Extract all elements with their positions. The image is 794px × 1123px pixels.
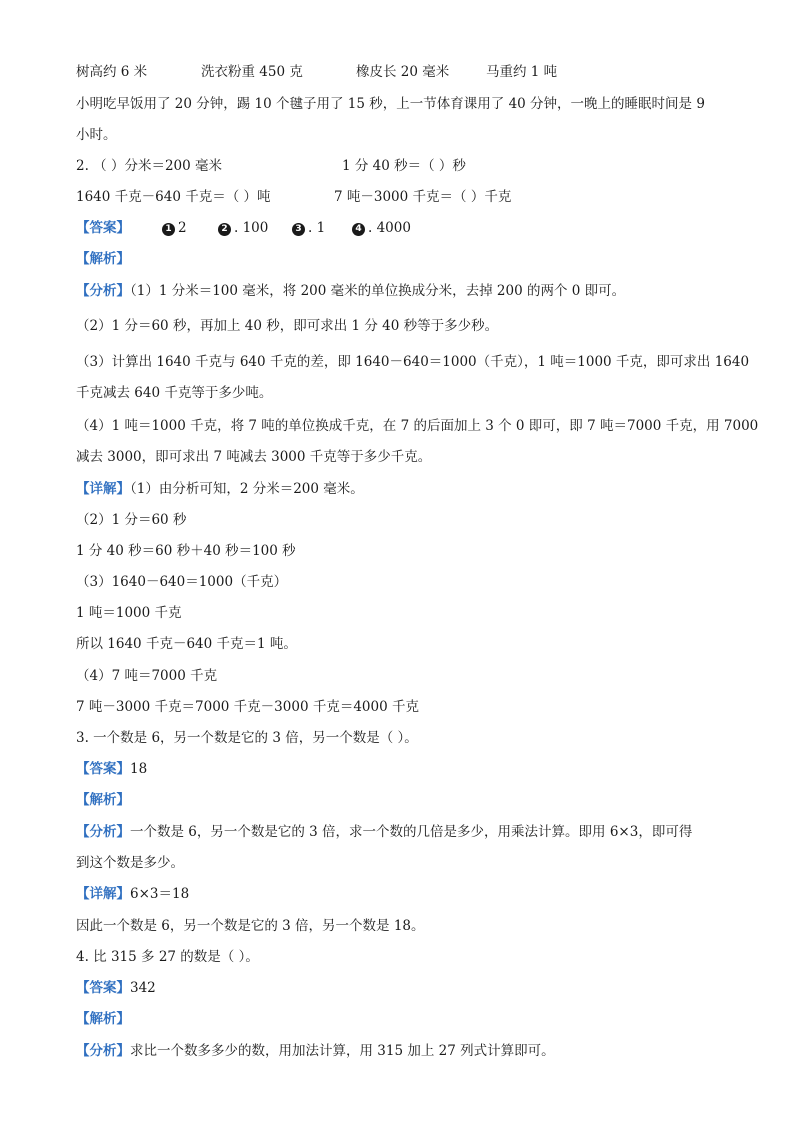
jiexi-tag: 【解析】	[76, 1011, 130, 1027]
analysis-line: （3）计算出 1640 千克与 640 千克的差，即 1640－640＝1000（千克），1 吨＝1000 千克，即可求出 1640	[76, 354, 750, 370]
analysis-line: （2）1 分＝60 秒，再加上 40 秒，即可求出 1 分 40 秒等于多少秒。	[76, 318, 499, 334]
analysis-line: 【分析】（1）1 分米＝100 毫米，将 200 毫米的单位换成分米，去掉 200 的两个 0 即可。	[76, 283, 626, 299]
xiangjie-tag: 【详解】	[76, 886, 130, 902]
jiexi-tag: 【解析】	[76, 251, 130, 267]
jiexi-tag: 【解析】	[76, 792, 130, 808]
xiangjie-tag: 【详解】	[76, 481, 130, 497]
analysis-line: 【分析】求比一个数多多少的数，用加法计算，用 315 加上 27 列式计算即可。	[76, 1043, 555, 1059]
circled-number-icon: 4	[352, 223, 365, 236]
answer-item: 3 . 1	[292, 218, 325, 238]
analysis-line: 减去 3000，即可求出 7 吨减去 3000 千克等于多少千克。	[76, 449, 432, 465]
unit-item: 橡皮长 20 毫米	[356, 64, 450, 80]
units-line	[0, 62, 794, 82]
circled-number-icon: 1	[162, 223, 175, 236]
answer-tag: 【答案】	[76, 980, 130, 996]
question-part: 1640 千克－640 千克＝（ ）吨	[76, 189, 271, 205]
question-part: 1 分 40 秒＝（ ）秒	[342, 158, 466, 174]
detail-line: 所以 1640 千克－640 千克＝1 吨。	[76, 636, 297, 652]
question-2-line-1	[0, 156, 794, 176]
fenxi-tag: 【分析】	[76, 283, 130, 299]
analysis-line: （4）1 吨＝1000 千克，将 7 吨的单位换成千克，在 7 的后面加上 3 个 0 即可，即 7 吨＝7000 千克，用 7000	[76, 418, 759, 434]
analysis-line: 千克减去 640 千克等于多少吨。	[76, 385, 273, 401]
detail-line: 1 分 40 秒＝60 秒＋40 秒＝100 秒	[76, 543, 296, 559]
question-2-line-2	[0, 187, 794, 207]
analysis-line: 到这个数是多少。	[76, 855, 184, 871]
unit-item: 树高约 6 米	[76, 64, 148, 80]
detail-line: 因此一个数是 6，另一个数是它的 3 倍，另一个数是 18。	[76, 918, 425, 934]
paragraph-line: 小时。	[76, 127, 117, 143]
question-part: 2. （ ）分米＝200 毫米	[76, 158, 223, 174]
answer-line: 【答案】18	[76, 761, 148, 777]
answer-tag: 【答案】	[76, 220, 130, 236]
analysis-line: 【分析】一个数是 6，另一个数是它的 3 倍，求一个数的几倍是多少，用乘法计算。即用 6×3，即可得	[76, 824, 693, 840]
detail-line: 【详解】6×3＝18	[76, 886, 190, 902]
unit-item: 马重约 1 吨	[486, 64, 558, 80]
question-4: 4. 比 315 多 27 的数是（ ）。	[76, 949, 259, 965]
fenxi-tag: 【分析】	[76, 1043, 130, 1059]
detail-line: （2）1 分＝60 秒	[76, 512, 187, 528]
unit-item: 洗衣粉重 450 克	[201, 64, 303, 80]
answer-line	[0, 218, 794, 238]
fenxi-tag: 【分析】	[76, 824, 130, 840]
question-part: 7 吨－3000 千克＝（ ）千克	[334, 189, 512, 205]
question-3: 3. 一个数是 6，另一个数是它的 3 倍，另一个数是（ ）。	[76, 730, 418, 746]
circled-number-icon: 2	[218, 223, 231, 236]
answer-item: 4 . 4000	[352, 218, 411, 238]
paragraph-line: 小明吃早饭用了 20 分钟，踢 10 个毽子用了 15 秒，上一节体育课用了 40 分钟，一晚上的睡眠时间是 9	[76, 96, 705, 112]
answer-line: 【答案】342	[76, 980, 156, 996]
answer-tag: 【答案】	[76, 761, 130, 777]
answer-item: 2 . 100	[218, 218, 268, 238]
detail-line: （4）7 吨＝7000 千克	[76, 668, 218, 684]
detail-line: （3）1640－640＝1000（千克）	[76, 574, 288, 590]
detail-line: 【详解】（1）由分析可知，2 分米＝200 毫米。	[76, 481, 364, 497]
answer-item: 1 2	[162, 218, 187, 238]
circled-number-icon: 3	[292, 223, 305, 236]
detail-line: 7 吨－3000 千克＝7000 千克－3000 千克＝4000 千克	[76, 699, 419, 715]
detail-line: 1 吨＝1000 千克	[76, 605, 182, 621]
